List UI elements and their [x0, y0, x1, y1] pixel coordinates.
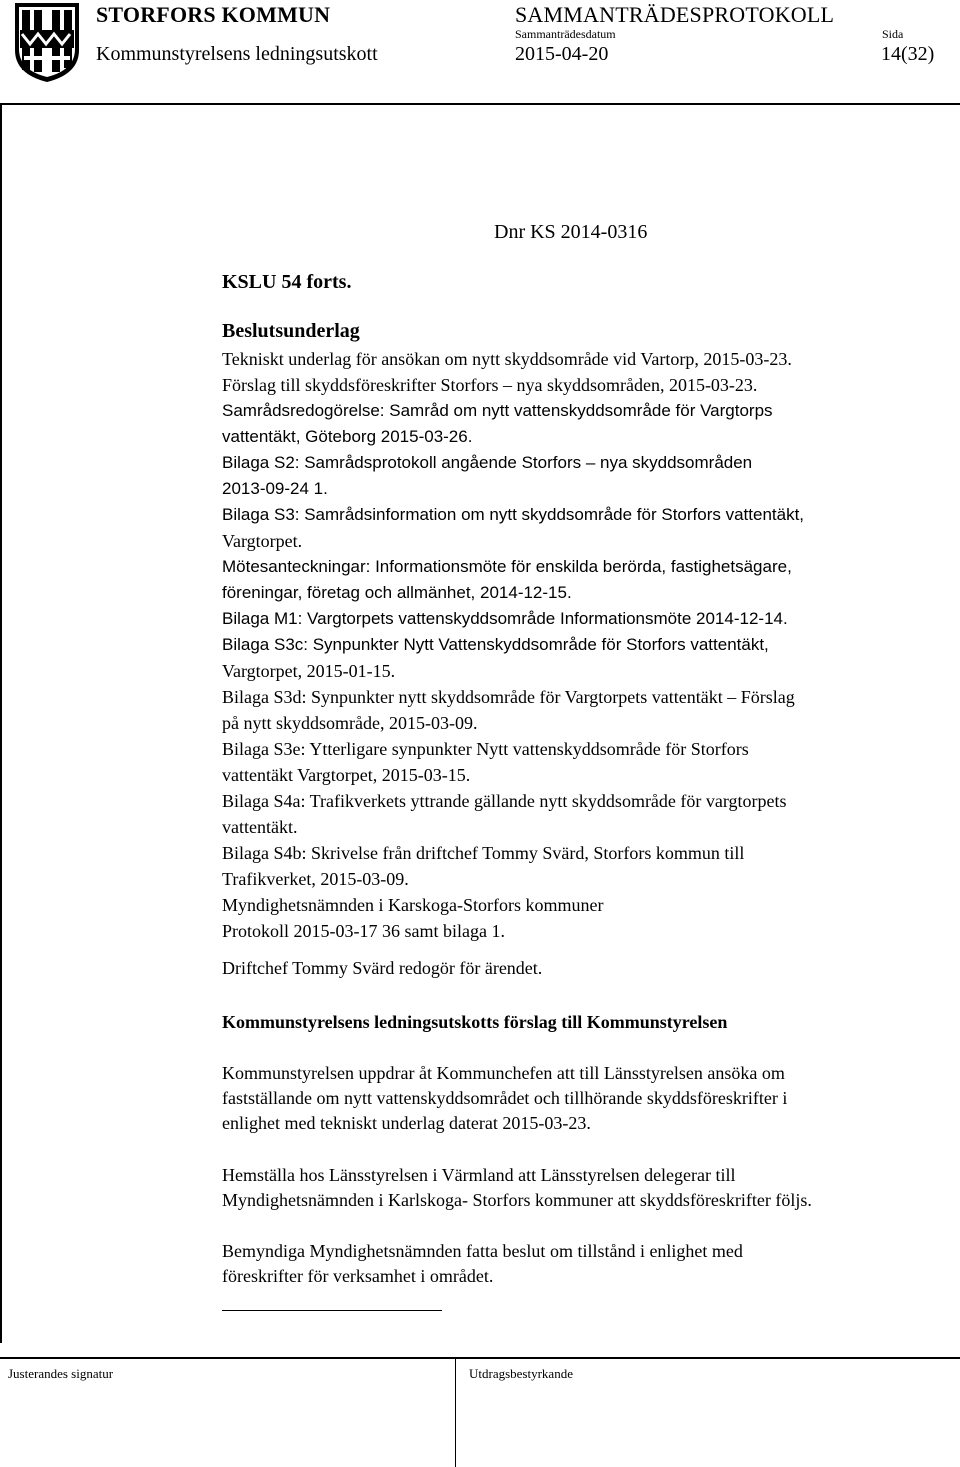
proposal-paragraph-2: [222, 1163, 942, 1213]
statement: Driftchef Tommy Svärd redogör för ärendet.: [222, 958, 543, 978]
section-number: KSLU 54 forts.: [222, 271, 352, 293]
document-line: Samrådsredogörelse: Samråd om nytt vattenskyddsområde för Vargtorps: [222, 401, 773, 420]
document-line: Bilaga S3c: Synpunkter Nytt Vattenskyddsområde för Storfors vattentäkt,: [222, 635, 769, 654]
paragraph-line: Bemyndiga Myndighetsnämnden fatta beslut om tillstånd i enlighet med: [222, 1241, 743, 1261]
page-label: Sida: [882, 27, 904, 41]
footer-column-divider: [455, 1357, 456, 1467]
meeting-date: 2015-04-20: [515, 43, 609, 65]
document-line: Bilaga S3d: Synpunkter nytt skyddsområde för Vargtorpets vattentäkt – Förslag: [222, 687, 795, 707]
document-line: Vargtorpet, 2015-01-15.: [222, 661, 396, 681]
document-line: Bilaga S3e: Ytterligare synpunkter Nytt vattenskyddsområde för Storfors: [222, 739, 749, 759]
document-line: vattentäkt.: [222, 817, 298, 837]
document-line: Tekniskt underlag för ansökan om nytt skyddsområde vid Vartorp, 2015-03-23.: [222, 349, 792, 369]
document-line: Förslag till skyddsföreskrifter Storfors – nya skyddsområden, 2015-03-23.: [222, 375, 758, 395]
proposal-heading: Kommunstyrelsens ledningsutskotts förslag till Kommunstyrelsen: [222, 1012, 728, 1032]
document-line: vattentäkt Vargtorpet, 2015-03-15.: [222, 765, 471, 785]
signature-label: Justerandes signatur: [8, 1366, 114, 1381]
protocol-title: SAMMANTRÄDESPROTOKOLL: [515, 2, 835, 27]
header-divider: [0, 103, 960, 105]
document-line: vattentäkt, Göteborg 2015-03-26.: [222, 427, 473, 446]
municipality-logo: [12, 0, 82, 84]
paragraph-line: Myndighetsnämnden i Karlskoga- Storfors kommuner att skyddsföreskrifter följs.: [222, 1190, 812, 1210]
end-rule: [222, 1310, 442, 1311]
proposal-paragraph-1: [222, 1061, 942, 1136]
municipality-name: STORFORS KOMMUN: [96, 2, 331, 27]
document-line: föreningar, företag och allmänhet, 2014-12-15.: [222, 583, 572, 602]
document-line: Bilaga M1: Vargtorpets vattenskyddsområde Informationsmöte 2014-12-14.: [222, 609, 788, 628]
document-line: Protokoll 2015-03-17 36 samt bilaga 1.: [222, 921, 505, 941]
document-line: Trafikverket, 2015-03-09.: [222, 869, 409, 889]
meeting-date-label: Sammanträdesdatum: [515, 27, 616, 41]
document-line: Bilaga S4b: Skrivelse från driftchef Tommy Svärd, Storfors kommun till: [222, 843, 745, 863]
paragraph-line: Hemställa hos Länsstyrelsen i Värmland att Länsstyrelsen delegerar till: [222, 1165, 736, 1185]
document-line: Vargtorpet.: [222, 531, 303, 551]
proposal-paragraph-3: [222, 1239, 942, 1289]
document-line: Myndighetsnämnden i Karskoga-Storfors kommuner: [222, 895, 604, 915]
document-line: Bilaga S3: Samrådsinformation om nytt skyddsområde för Storfors vattentäkt,: [222, 505, 805, 524]
document-list: [222, 346, 942, 944]
paragraph-line: föreskrifter för verksamhet i området.: [222, 1266, 494, 1286]
paragraph-line: Kommunstyrelsen uppdrar åt Kommunchefen att till Länsstyrelsen ansöka om: [222, 1063, 785, 1083]
case-number: Dnr KS 2014-0316: [494, 221, 648, 243]
page-number: 14(32): [881, 43, 935, 65]
document-line: 2013-09-24 1.: [222, 479, 328, 498]
extract-label: Utdragsbestyrkande: [469, 1366, 573, 1381]
decision-basis-heading: Beslutsunderlag: [222, 320, 360, 342]
document-line: Bilaga S2: Samrådsprotokoll angående Storfors – nya skyddsområden: [222, 453, 753, 472]
document-line: på nytt skyddsområde, 2015-03-09.: [222, 713, 478, 733]
document-line: Bilaga S4a: Trafikverkets yttrande gällande nytt skyddsområde för vargtorpets: [222, 791, 787, 811]
left-margin-rule: [0, 103, 2, 1343]
paragraph-line: fastställande om nytt vattenskyddsområdet och tillhörande skyddsföreskrifter i: [222, 1088, 788, 1108]
footer-divider: [0, 1357, 960, 1359]
board-name: Kommunstyrelsens ledningsutskott: [96, 43, 378, 65]
document-line: Mötesanteckningar: Informationsmöte för enskilda berörda, fastighetsägare,: [222, 557, 792, 576]
paragraph-line: enlighet med tekniskt underlag daterat 2015-03-23.: [222, 1113, 591, 1133]
